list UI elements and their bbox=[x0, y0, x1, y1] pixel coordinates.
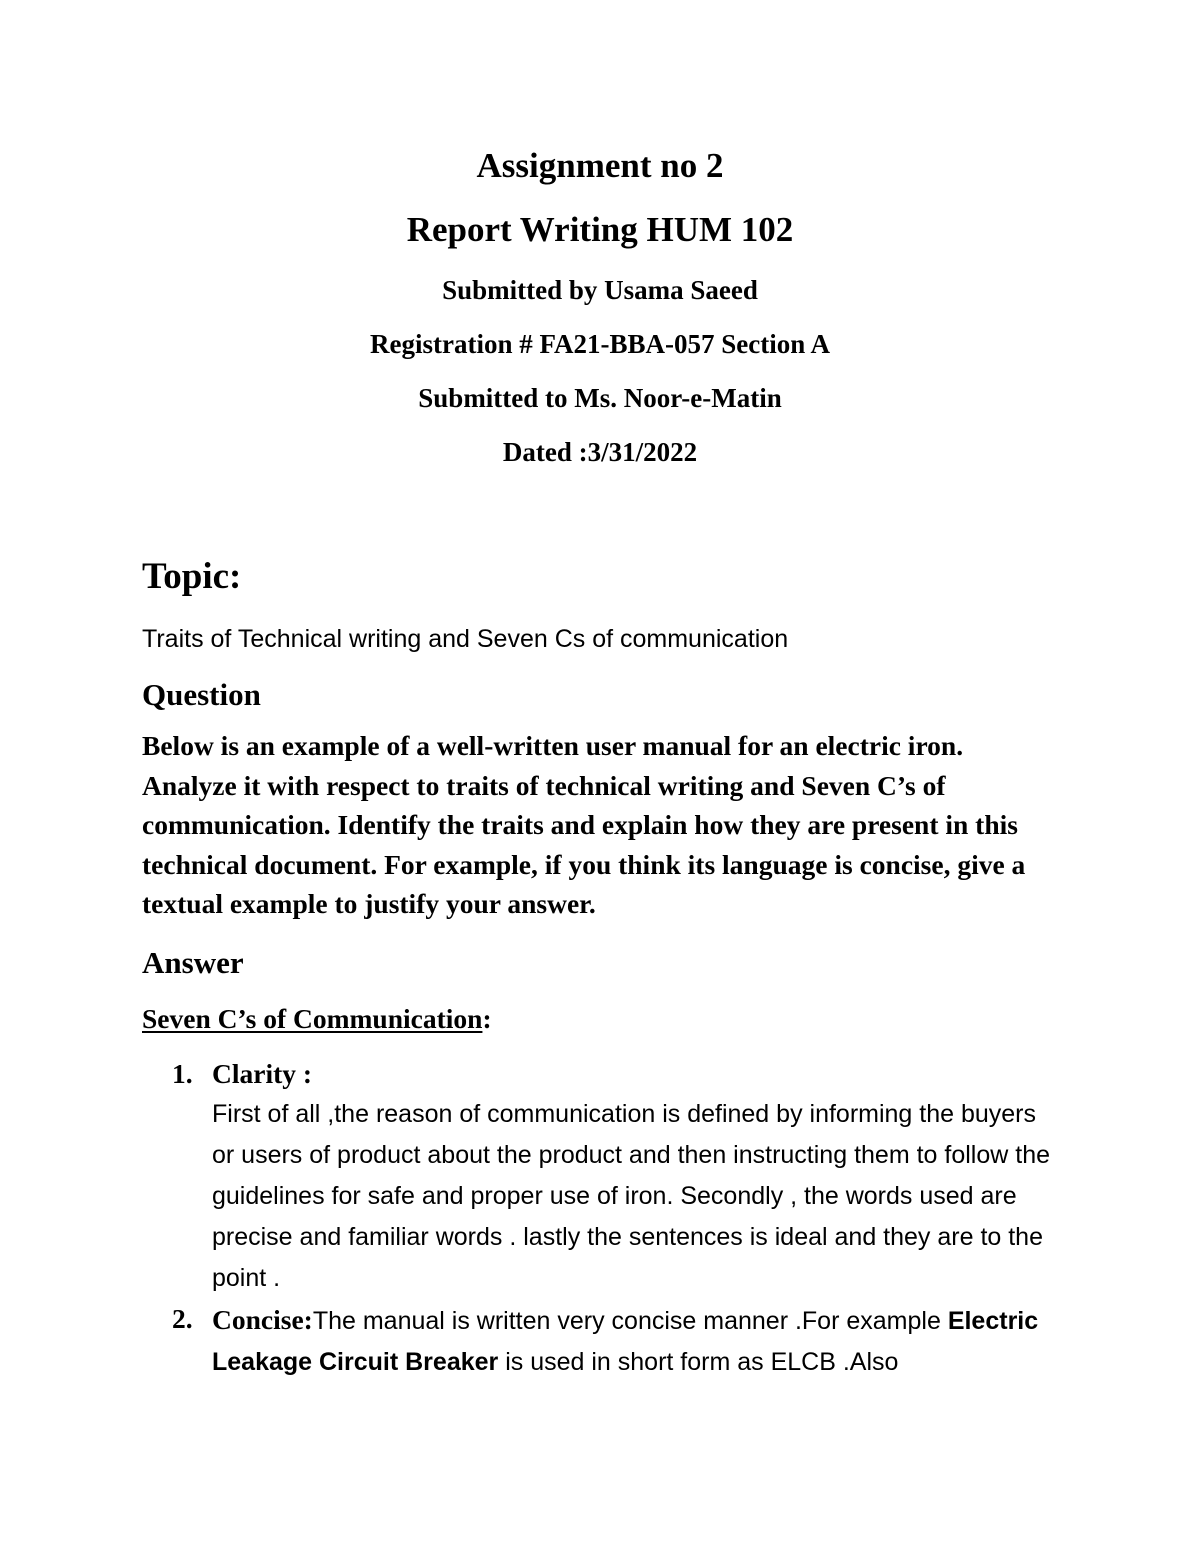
question-heading: Question bbox=[142, 677, 261, 712]
seven-cs-list bbox=[142, 1054, 1062, 1383]
seven-cs-heading-colon: : bbox=[482, 1002, 492, 1034]
list-item-title: Concise: bbox=[212, 1303, 313, 1335]
submitted-to: Submitted to Ms. Noor-e-Matin bbox=[418, 383, 782, 413]
list-item bbox=[142, 1299, 1062, 1383]
title-block bbox=[0, 142, 1200, 470]
seven-cs-heading bbox=[142, 1000, 1062, 1038]
list-item-text-a: The manual is written very concise manner .For example bbox=[312, 1306, 948, 1335]
list-item-title: Clarity : bbox=[212, 1057, 313, 1089]
bold-term: Electric Leakage Circuit Breaker bbox=[212, 1306, 1039, 1376]
list-item-text bbox=[212, 1299, 1062, 1383]
topic-text: Traits of Technical writing and Seven Cs of communication bbox=[142, 625, 789, 653]
answer-heading: Answer bbox=[142, 944, 244, 980]
date-line: Dated :3/31/2022 bbox=[502, 437, 698, 467]
seven-cs-heading-text: Seven C’s of Communication bbox=[142, 1002, 483, 1034]
assignment-title: Assignment no 2 bbox=[476, 146, 724, 185]
list-item-number: 2. bbox=[172, 1302, 193, 1334]
registration-line: Registration # FA21-BBA-057 Section A bbox=[370, 329, 830, 359]
list-item bbox=[142, 1054, 1062, 1299]
list-item-number: 1. bbox=[172, 1057, 193, 1089]
topic-heading: Topic: bbox=[142, 556, 242, 597]
list-item-text-b: is used in short form as ELCB .Also bbox=[498, 1347, 899, 1376]
submitted-by: Submitted by Usama Saeed bbox=[442, 275, 758, 305]
list-item-text: First of all ,the reason of communication is defined by informing the buyers or users of product about the product and then instructing them to follow the guidelines for safe and proper use of iron. Secondly , the words used are precise and familiar words . lastly the sentences is ideal and they are to the point . bbox=[212, 1099, 1051, 1292]
course-title: Report Writing HUM 102 bbox=[406, 210, 794, 249]
document-body bbox=[142, 552, 1062, 1383]
question-text: Below is an example of a well-written user manual for an electric iron. Analyze it with respect to traits of technical writing and Seven C’s of communication. Identify the traits and explain how they are present in this technical document. For example, if you think its language is concise, give a textual example to justify your answer. bbox=[142, 730, 1026, 919]
